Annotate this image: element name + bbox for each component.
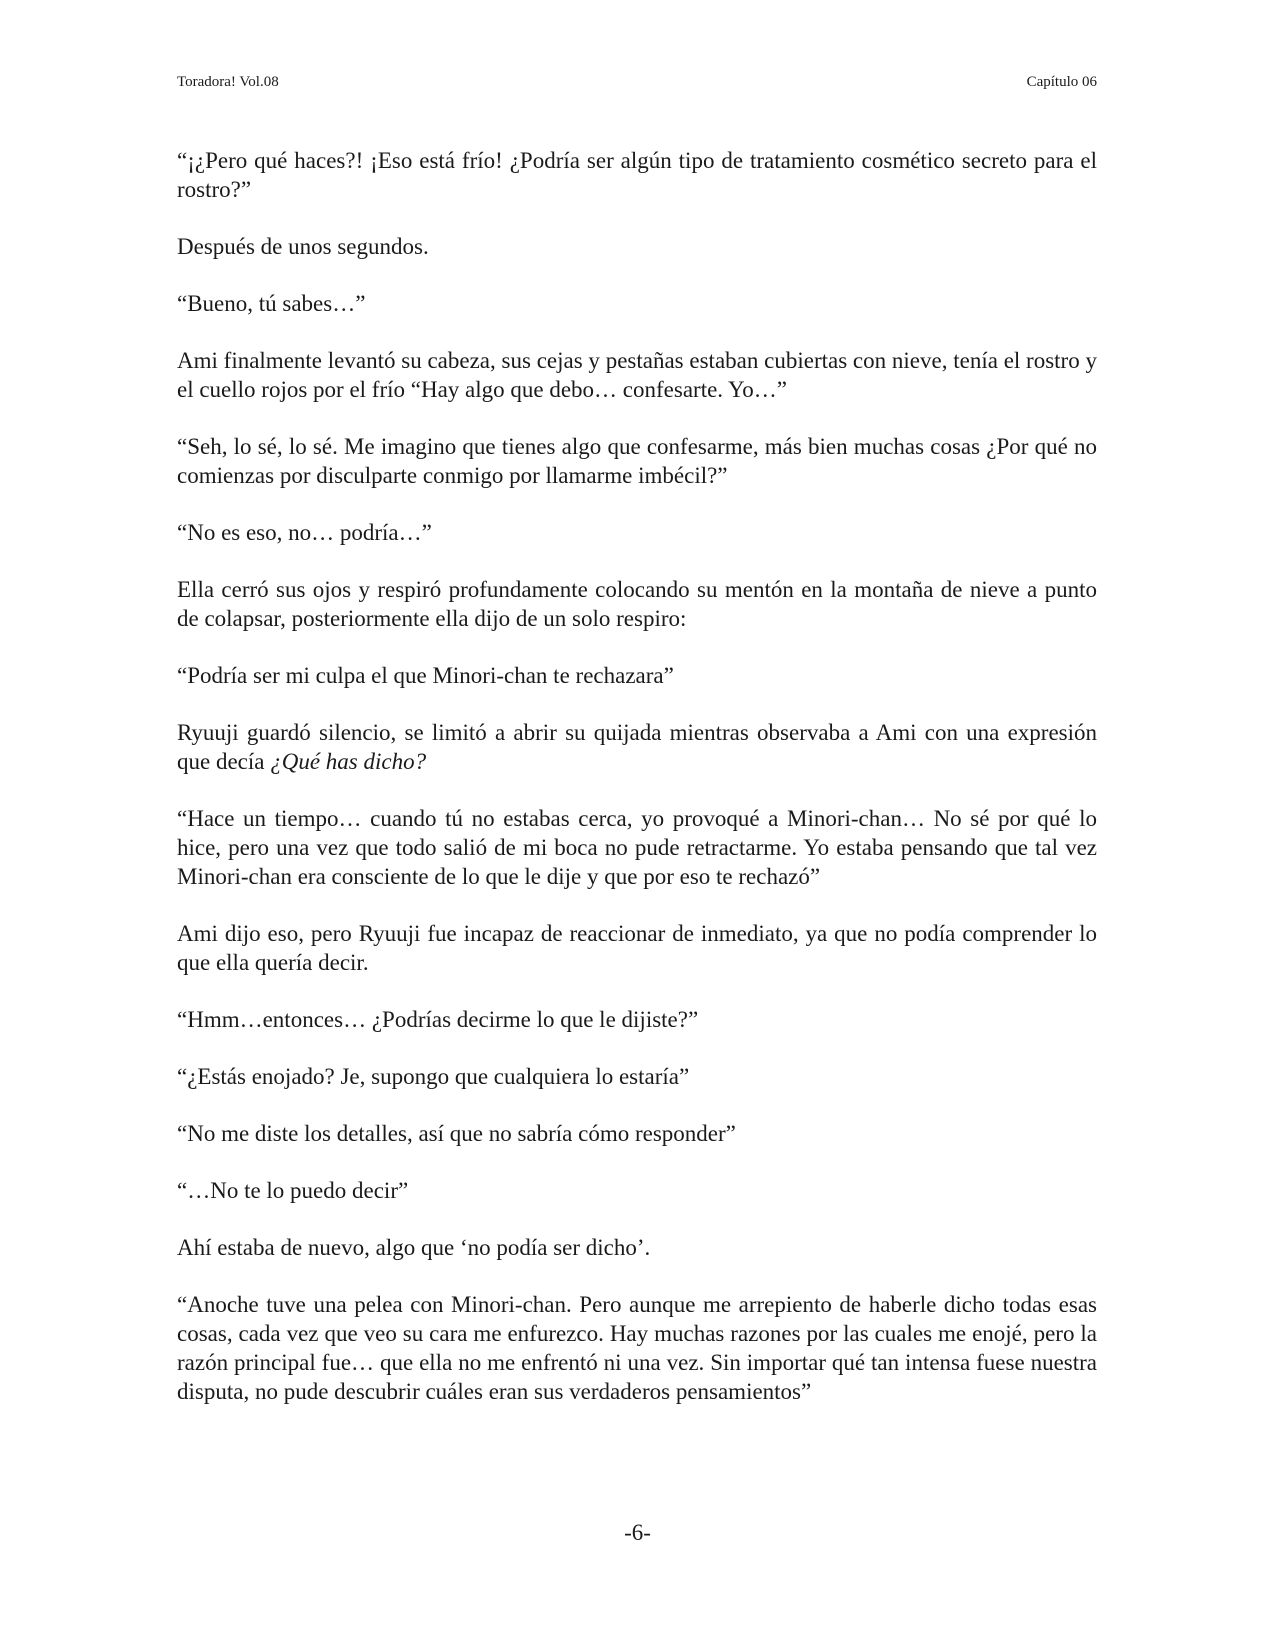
header-book-title: Toradora! Vol.08: [177, 74, 279, 90]
paragraph: “¡¿Pero qué haces?! ¡Eso está frío! ¿Podría ser algún tipo de tratamiento cosmético secreto para el rostro?”: [177, 148, 1097, 202]
paragraph: Ami finalmente levantó su cabeza, sus cejas y pestañas estaban cubiertas con nieve, tenía el rostro y el cuello rojos por el frío “Hay algo que debo… confesarte. Yo…”: [177, 348, 1097, 402]
paragraph: “…No te lo puedo decir”: [177, 1178, 409, 1203]
paragraph: Ami dijo eso, pero Ryuuji fue incapaz de reaccionar de inmediato, ya que no podía comprender lo que ella quería decir.: [177, 921, 1097, 975]
paragraph: Ella cerró sus ojos y respiró profundamente colocando su mentón en la montaña de nieve a punto de colapsar, posteriormente ella dijo de un solo respiro:: [177, 577, 1097, 631]
paragraph: “Bueno, tú sabes…”: [177, 291, 366, 316]
paragraph: “No me diste los detalles, así que no sabría cómo responder”: [177, 1121, 736, 1146]
paragraph-italic-text: ¿Qué has dicho?: [270, 749, 427, 774]
paragraph: Ahí estaba de nuevo, algo que ‘no podía ser dicho’.: [177, 1235, 651, 1260]
paragraph: “Seh, lo sé, lo sé. Me imagino que tienes algo que confesarme, más bien muchas cosas ¿Por qué no comienzas por disculparte conmigo por llamarme imbécil?”: [177, 434, 1097, 488]
paragraph: “Anoche tuve una pelea con Minori-chan. Pero aunque me arrepiento de haberle dicho todas esas cosas, cada vez que veo su cara me enfurezco. Hay muchas razones por las cuales me enojé, pero la razón principal fue… que ella no me enfrentó ni una vez. Sin importar qué tan intensa fuese nuestra disputa, no pude descubrir cuáles eran sus verdaderos pensamientos”: [177, 1292, 1097, 1404]
paragraph: “¿Estás enojado? Je, supongo que cualquiera lo estaría”: [177, 1064, 690, 1089]
paragraph: Después de unos segundos.: [177, 234, 429, 259]
paragraph: “No es eso, no… podría…”: [177, 520, 432, 545]
paragraph: “Hace un tiempo… cuando tú no estabas cerca, yo provoqué a Minori-chan… No sé por qué lo hice, pero una vez que todo salió de mi boca no pude retractarme. Yo estaba pensando que tal vez Minori-chan era consciente de lo que le dije y que por eso te rechazó”: [177, 806, 1097, 889]
paragraph: “Podría ser mi culpa el que Minori-chan te rechazara”: [177, 663, 674, 688]
paragraph-text: Ryuuji guardó silencio, se limitó a abrir su quijada mientras observaba a Ami con una expresión que decía: [177, 720, 1097, 774]
header-chapter: Capítulo 06: [1026, 74, 1097, 90]
page-body: [177, 146, 1097, 1434]
page-header: [177, 74, 1097, 94]
paragraph: [177, 718, 1097, 776]
page-number: -6-: [624, 1520, 651, 1545]
paragraph: “Hmm…entonces… ¿Podrías decirme lo que le dijiste?”: [177, 1007, 699, 1032]
